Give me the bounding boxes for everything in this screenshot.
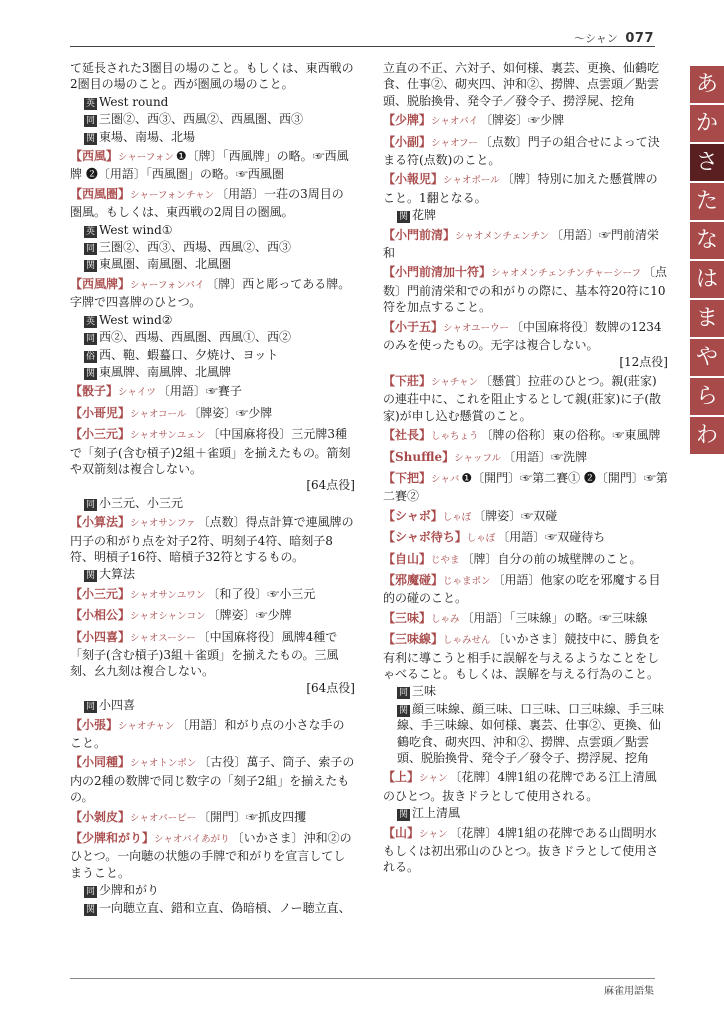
entry-headword: 【小同種】 (70, 755, 131, 770)
entry-subline (70, 329, 355, 345)
entry-body: 〔中国麻将役〕数牌の1234のみを使ったもの。无字は複合しない。 (383, 319, 662, 353)
entry-body: 〔和了役〕☞小三元 (207, 586, 316, 601)
entry-subline (70, 222, 355, 238)
subline-text: 少牌和がり (99, 883, 160, 898)
dictionary-entry (70, 830, 355, 916)
entry-headword: 【西風圏】 (70, 186, 131, 201)
entry-reading: しゃぼ (466, 533, 496, 545)
dictionary-entry (383, 769, 668, 821)
dictionary-entry (383, 449, 668, 467)
entry-reading: シャオコール (130, 408, 187, 420)
subline-label-box: 英 (86, 98, 96, 109)
entry-body: 〔牌姿〕☞少牌 (207, 608, 292, 623)
page-number: 077 (625, 31, 654, 46)
entry-subline (70, 900, 355, 916)
subline-label-box: 関 (86, 368, 96, 379)
subline-text: 三圏②、西③、西風②、西風圏、西③ (99, 112, 304, 127)
dictionary-entry (70, 383, 355, 401)
kana-tab-3[interactable]: た (690, 183, 724, 220)
entry-headword: 【下莊】 (383, 373, 432, 388)
subline-label-box: 同 (86, 702, 96, 713)
entry-reading: シャオフー (431, 137, 478, 149)
entry-body: 〔牌〕特別に加えた懸賞牌のこと。1翻となる。 (383, 172, 658, 205)
entry-body: 〔用語〕他家の吃を邪魔する目的の碰のこと。 (383, 572, 661, 606)
entry-headword: 【小算法】 (70, 515, 131, 530)
entry-subline (70, 364, 355, 380)
subline-label-box: 関 (399, 212, 409, 223)
dictionary-entry (383, 572, 668, 607)
kana-tab-6[interactable]: ま (690, 300, 724, 337)
dictionary-entry (383, 264, 668, 315)
subline-label-box: 英 (86, 226, 96, 237)
subline-text: West wind① (99, 222, 173, 237)
dictionary-entry (383, 470, 668, 505)
entry-headword: 【小門前清】 (383, 227, 456, 242)
subline-text: 東風牌、南風牌、北風牌 (99, 364, 232, 379)
entry-body: 〔開門〕☞抓皮四攫 (198, 809, 307, 824)
subline-text: West wind② (99, 312, 173, 327)
dictionary-entry (70, 405, 355, 423)
subline-label-box: 同 (86, 887, 96, 898)
subline-label-box: 関 (399, 810, 409, 821)
entry-reading: じゃまポン (443, 575, 491, 587)
entry-headword: 【小于五】 (383, 319, 444, 334)
subline-label-box: 同 (86, 334, 96, 345)
entry-reading: シャオメンチェンチン (455, 230, 549, 242)
dictionary-entry (383, 171, 668, 223)
entry-headword: 【西風牌】 (70, 276, 131, 291)
dictionary-entry (70, 809, 355, 827)
entry-headword: 【社長】 (383, 428, 432, 443)
entry-reading: シャオサンユワン (130, 589, 206, 601)
entry-subline (70, 495, 355, 511)
entry-headword: 【骰子】 (70, 384, 119, 399)
entry-body: ❶〔開門〕☞第二賽① ❷〔開門〕☞第二賽② (383, 470, 668, 504)
entry-reading: シャーフォンパイ (130, 279, 205, 291)
entry-headword: 【シャボ】 (383, 508, 443, 523)
entry-reading: シャオスーシー (130, 632, 196, 644)
entry-headword: 【シャボ待ち】 (383, 530, 467, 545)
subline-label-box: 同 (86, 499, 96, 510)
dictionary-entry (383, 427, 668, 445)
subline-label-box: 関 (86, 261, 96, 272)
entry-body: 〔用語〕「三味線」の略。☞三味線 (461, 610, 648, 625)
entry-headword: 【少牌和がり】 (70, 831, 155, 846)
entry-subline (383, 683, 668, 699)
entry-subline (70, 697, 355, 713)
dictionary-entry (70, 186, 355, 273)
dictionary-entry (383, 508, 668, 526)
entry-reading: シャイツ (118, 387, 156, 399)
entry-body: 〔中国麻将役〕三元牌3種で「刻子(含む槓子)2組＋雀頭」を揃えたもの。箭刻や双箭刻は複合しない。 (70, 427, 351, 476)
entry-reading: しゃちょう (431, 431, 479, 443)
entry-headword: 【山】 (383, 825, 420, 840)
kana-index-tabs (690, 66, 724, 456)
entry-body: 〔牌の俗称〕東の俗称。☞東風牌 (480, 428, 661, 443)
entry-reading: シャオチャン (118, 720, 175, 732)
subline-text: 一向聴立直、錯和立直、偽暗槓、ノー聴立直、 (99, 900, 351, 915)
entry-reading: シャオパーピー (130, 812, 197, 824)
subline-label-box: 関 (399, 705, 409, 716)
subline-label-box: 同 (86, 244, 96, 255)
entry-subline (70, 256, 355, 272)
entry-headword: 【小四喜】 (70, 629, 131, 644)
entry-reading: シャオサンファ (130, 518, 196, 530)
entry-body: 〔点数〕門前清栄和での和がりの際に、基本符20符に10符を加点すること。 (383, 265, 668, 315)
entry-headword: 【少牌】 (383, 113, 432, 128)
dictionary-entry (70, 148, 355, 183)
entry-body: 〔用語〕☞門前清栄和 (383, 227, 659, 261)
entry-subline (383, 805, 668, 821)
entry-body: 〔用語〕☞双碰待ち (497, 530, 606, 545)
entry-reading: しゃみ (431, 613, 460, 625)
dictionary-entry (383, 319, 668, 370)
dictionary-entry (70, 717, 355, 752)
subline-text: West round (99, 94, 169, 109)
entry-headword: 【三味】 (383, 610, 432, 625)
dictionary-entry (70, 514, 355, 583)
entry-body: 〔用語〕和がり点の小さな手のこと。 (70, 717, 345, 751)
dictionary-entry (383, 134, 668, 169)
header-rule (70, 46, 655, 47)
entry-body: 〔牌姿〕☞少牌 (480, 113, 565, 128)
dictionary-entry (383, 112, 668, 130)
entry-body: 〔花牌〕4牌1組の花牌である山間明水もしくは初出邪山のひとつ。抜きドラとして使用される。 (383, 825, 659, 875)
subline-text: 小三元、小三元 (99, 495, 184, 510)
entry-headword: 【小副】 (383, 134, 432, 149)
entry-headword: 【小三元】 (70, 586, 131, 601)
left-column (70, 60, 355, 919)
kana-tab-2[interactable]: さ (690, 144, 724, 181)
entry-headword: 【自山】 (383, 551, 432, 566)
dictionary-entry (70, 754, 355, 805)
dictionary-entry (70, 426, 355, 511)
entry-reading: シャオサンユェン (130, 430, 206, 442)
kana-tab-9[interactable]: わ (690, 417, 724, 454)
entry-body: 〔点数〕門子の組合せによって決まる符(点数)のこと。 (383, 134, 660, 168)
entry-headword: 【小張】 (70, 717, 119, 732)
entry-subline (70, 882, 355, 898)
entry-point-note: [64点役] (306, 478, 355, 493)
kana-tab-0[interactable]: あ (690, 66, 724, 103)
subline-label-box: 英 (86, 316, 96, 327)
section-label: 〜シャン (574, 32, 618, 45)
entry-reading: シャオトンポン (130, 758, 197, 770)
dictionary-entry (383, 373, 668, 424)
entry-subline (70, 312, 355, 328)
entry-reading: シャオパイ (431, 116, 479, 128)
entry-body: 〔牌姿〕☞少牌 (188, 405, 273, 420)
entry-reading: シャオユーウー (443, 322, 509, 334)
entry-headword: 【小剝皮】 (70, 809, 131, 824)
entry-subline (70, 129, 355, 145)
entry-reading: しゃぼ (442, 511, 472, 523)
subline-label-box: 関 (86, 571, 96, 582)
entry-reading: シャオボール (443, 175, 500, 187)
subline-label-box: 関 (86, 133, 96, 144)
subline-text: 三味 (412, 684, 437, 699)
subline-text: 三圏②、西③、西場、西風②、西③ (99, 240, 292, 255)
subline-label-box: 関 (86, 904, 96, 915)
entry-headword: 【西風】 (70, 149, 119, 164)
entry-point-note: [12点役] (619, 354, 668, 369)
subline-text: 西②、西場、西風圏、西風①、西② (99, 330, 292, 345)
entry-body: 〔用語〕一荘の3周目の圏風。もしくは、東西戦の2周目の圏風。 (70, 186, 344, 220)
entry-reading: シャチャン (431, 376, 479, 388)
entry-subline (70, 347, 355, 363)
entry-subline (383, 207, 668, 223)
subline-text: 東場、南場、北場 (99, 129, 196, 144)
subline-text: 顔三味線、顔三味、口三味、口三味線、手三味線、手三味線、如何様、裏芸、仕事②、更換、仙鶴吃食、砌夾四、沖和②、撈牌、点雲頭／點雲頭、脱胎換骨、発令子／發令子、撈浮屍、挖角 (397, 701, 665, 766)
entry-headword: 【小報児】 (383, 172, 444, 187)
entry-body: 〔牌〕自分の前の城壁牌のこと。 (461, 551, 642, 566)
entry-reading: シャオパイあがり (154, 834, 230, 846)
subline-text: 江上清風 (412, 806, 461, 821)
entry-headword: 【邪魔碰】 (383, 572, 444, 587)
entry-subline (70, 94, 355, 110)
entry-headword: 【小相公】 (70, 608, 131, 623)
entry-continuation: て延長された3圏目の場のこと。もしくは、東西戦の2圏目の場のこと。西が圏風の場のこと。 (70, 61, 354, 92)
entry-headword: 【小門前清加十符】 (383, 265, 492, 280)
subline-label-box: 同 (399, 688, 409, 699)
entry-point-note: [64点役] (306, 680, 355, 695)
subline-text: 花牌 (412, 208, 437, 223)
dictionary-entry (70, 586, 355, 604)
dictionary-entry (383, 631, 668, 766)
subline-text: 小四喜 (99, 698, 136, 713)
entry-reading: シャーフォンチャン (130, 189, 215, 201)
entry-reading: シャオシャンコン (130, 611, 206, 623)
entry-body: 〔用語〕☞洗牌 (503, 449, 588, 464)
entry-body: 〔中国麻将役〕風牌4種で「刻子(含む槓子)3組＋雀頭」を揃えたもの。三風刻、幺九刻は複合しない。 (70, 629, 339, 679)
entry-reading: シャッフル (454, 452, 502, 464)
kana-tab-1[interactable]: か (690, 105, 724, 142)
kana-tab-8[interactable]: ら (690, 378, 724, 415)
dictionary-entry (383, 825, 668, 876)
entry-reading: シャン (419, 828, 448, 840)
entry-subline (383, 701, 668, 767)
dictionary-entry (70, 629, 355, 714)
dictionary-entry (383, 60, 668, 109)
entry-reading: シャーフォン (118, 152, 174, 164)
subline-text: 大算法 (99, 567, 136, 582)
kana-tab-7[interactable]: や (690, 339, 724, 376)
entry-headword: 【Shuffle】 (383, 449, 455, 464)
entry-reading: シャン (419, 773, 448, 785)
entry-headword: 【小三元】 (70, 427, 131, 442)
entry-subline (70, 111, 355, 127)
entry-headword: 【小哥児】 (70, 405, 131, 420)
entry-body: 〔牌姿〕☞双碰 (473, 508, 558, 523)
dictionary-entry (70, 60, 355, 145)
kana-tab-5[interactable]: は (690, 261, 724, 298)
entry-continuation: 立直の不正、六対子、如何様、裏芸、更換、仙鶴吃食、仕事②、砌夾四、沖和②、撈牌、点雲頭／點雲頭、脱胎換骨、発令子／發令子、撈浮屍、挖角 (383, 61, 660, 108)
dictionary-entry (383, 551, 668, 569)
kana-tab-4[interactable]: な (690, 222, 724, 259)
subline-text: 西、鞄、蝦蟇口、夕焼け、ヨット (99, 347, 279, 362)
subline-text: 東風圏、南風圏、北風圏 (99, 257, 232, 272)
entry-headword: 【上】 (383, 770, 420, 785)
right-column (383, 60, 668, 879)
entry-headword: 【下把】 (383, 470, 432, 485)
entry-body: 〔いかさま〕沖和②のひとつ。一向聴の状態の手牌で和がりを宣言してしまうこと。 (70, 831, 352, 880)
dictionary-entry (70, 607, 355, 625)
entry-body: 〔花牌〕4牌1組の花牌である江上清風のひとつ。抜きドラとして使用される。 (383, 770, 657, 803)
entry-reading: シャバ (431, 473, 460, 485)
entry-headword: 【三味線】 (383, 632, 444, 647)
entry-subline (70, 239, 355, 255)
entry-body: 〔牌〕西と彫ってある牌。字牌で四喜牌のひとつ。 (70, 276, 351, 310)
entry-reading: シャオメンチェンチンチャーシーフ (491, 268, 642, 280)
subline-label-box: 俗 (86, 351, 96, 362)
dictionary-entry (383, 227, 668, 262)
subline-label-box: 同 (86, 116, 96, 127)
running-head (574, 30, 654, 46)
entry-body: 〔いかさま〕競技中に、勝負を有利に導こうと相手に誤解を与えるようなことをしゃべること。もしくは、誤解を与える行為のこと。 (383, 632, 661, 681)
entry-body: 〔点数〕得点計算で連風牌の円子の和がり点を対子2符、明刻子4符、暗刻子8符、明槓子16符、暗槓子32符とするもの。 (70, 515, 354, 564)
footer-rule (70, 978, 655, 979)
dictionary-entry (383, 529, 668, 547)
dictionary-entry (70, 276, 355, 380)
dictionary-entry (383, 610, 668, 628)
entry-subline (70, 566, 355, 582)
entry-body: 〔懸賞〕拉莊のひとつ。親(莊家)の連荘中に、これを阻止するとして親(莊家)に子(散家)が申し込む懸賞のこと。 (383, 373, 662, 423)
entry-body: 〔用語〕☞賽子 (157, 384, 242, 399)
entry-reading: しゃみせん (443, 635, 491, 647)
entry-body: ❶〔牌〕「西風牌」の略。☞西風牌 ❷〔用語〕「西風圏」の略。☞西風圏 (70, 149, 349, 182)
entry-body: 〔古役〕萬子、筒子、索子の内の2種の数牌で同じ数字の「刻子2組」を揃えたもの。 (70, 755, 355, 805)
entry-reading: じやま (431, 554, 460, 566)
footer-title: 麻雀用語集 (604, 986, 654, 997)
